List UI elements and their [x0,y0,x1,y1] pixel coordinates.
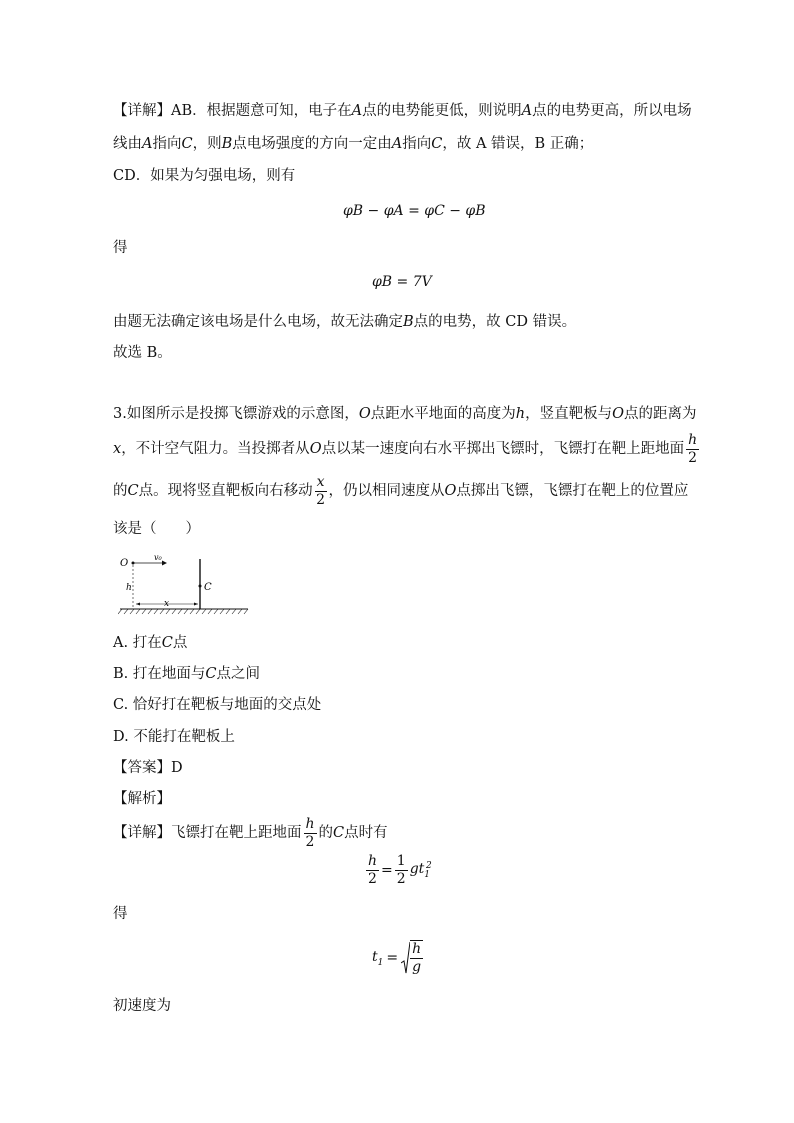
text: 点的距离为 [623,406,697,422]
para1-line2 [113,134,593,154]
text-var: C [431,136,443,152]
point-C [199,585,202,588]
de-2: 得 [113,906,128,922]
text-var: x [113,441,122,457]
text: 的 [318,825,334,841]
text: 点时有 [344,825,388,841]
frac-den: 2 [396,871,406,887]
answer [113,758,183,778]
para1-line3: CD．如果为匀强电场，则有 [113,168,296,184]
option-text: 不能打在靶板上 [133,729,235,745]
question-line2 [113,430,701,468]
text: 点掷出飞镖，飞镖打在靶上的位置应 [456,483,689,499]
frac-num: h [368,853,378,869]
frac-h-g [410,940,423,976]
option-text: 点 [172,635,188,651]
option-var: C [205,666,217,682]
text: 点。现将竖直靶板向右移动 [138,483,313,499]
text: 点电场强度的方向一定由 [232,136,392,152]
option-text: 点之间 [216,666,260,682]
t: t [372,948,378,965]
ground-hatch [118,609,248,614]
text: 由题无法确定该电场是什么电场，故无法确定 [113,314,403,330]
sqrt [401,940,425,976]
gt: gt [409,861,425,878]
option-c[interactable] [113,695,321,715]
text: 点距水平地面的高度为 [370,406,516,422]
frac-1-2 [395,853,408,888]
equation-2: φB = 7V [372,274,432,290]
text: 点的电势更高，所以电场 [532,103,692,119]
para1-line4 [113,312,576,332]
text: ，竖直靶板与 [525,406,613,422]
option-d[interactable] [113,727,235,747]
text-var: A [351,103,363,119]
option-letter: D. [113,729,129,745]
dart-diagram [118,553,250,619]
para1-line5: 故选 B。 [113,345,172,361]
text: 指向 [152,136,182,152]
text-var: A [142,136,153,152]
text: ，故 A 错误，B 正确； [442,136,594,152]
text: 点的电势能更低，则说明 [362,103,522,119]
option-a[interactable] [113,633,187,653]
sqrt-sign [401,941,410,975]
de-1: 得 [113,240,128,256]
text-var: C [127,483,139,499]
distance-arrowhead-left [136,603,140,606]
label-x: x [164,599,170,609]
text-var: A [391,136,403,152]
text-var: O [444,483,457,499]
equation-3 [364,853,432,888]
option-letter: B. [113,666,129,682]
label-C: C [204,582,212,593]
text: 飞镖打在靶上距地面 [171,825,302,841]
question-line1 [113,404,696,424]
frac-den: 2 [688,449,698,466]
answer-value: D [171,760,183,776]
equals: = [386,950,399,966]
text-var: B [221,136,233,152]
sup-2: 2 [426,860,432,871]
label-O: O [120,558,129,569]
frac-h-2 [366,853,379,888]
sub-1: 1 [424,870,431,881]
frac-den: 2 [368,871,377,887]
text-var: C [181,136,193,152]
text-var: h [515,406,526,422]
text-var: A [521,103,533,119]
option-letter: A. [113,635,129,651]
last-line: 初速度为 [113,998,171,1014]
option-letter: C. [113,697,129,713]
frac-num: x [316,473,325,490]
equation-4 [372,940,425,976]
question-line3 [113,472,688,510]
label-h: h [126,583,132,593]
text: 指向 [402,136,432,152]
option-text: 打在 [132,635,162,651]
gt-term [409,860,432,881]
option-var: C [161,635,173,651]
frac-num: 1 [396,853,406,869]
text: 点以某一速度向右水平掷出飞镖时，飞镖打在靶上距地面 [321,441,685,457]
analysis-tag: 【解析】 [113,791,171,807]
text: ，不计空气阻力。当投掷者从 [121,441,310,457]
text-var: O [358,406,371,422]
analysis-detail [113,814,388,852]
fraction-h-over-2 [304,816,317,851]
para1-line1 [113,101,692,121]
frac-den: 2 [305,833,315,850]
text: AB．根据题意可知，电子在 [171,103,352,119]
answer-tag: 【答案】 [113,760,171,776]
text: 线由 [113,136,142,152]
frac-den: 2 [316,491,326,508]
fraction-x-over-2 [315,474,327,509]
option-b[interactable] [113,664,260,684]
detail-tag: 【详解】 [113,825,171,841]
frac-num: h [305,815,315,832]
text: 点的电势，故 CD 错误。 [413,314,577,330]
frac-num: h [412,941,422,957]
text-var: O [612,406,624,422]
question-line4: 该是（ ） [113,521,200,537]
text: 3.如图所示是投掷飞镖游戏的示意图， [113,406,359,422]
text-var: C [333,825,345,841]
frac-num: h [688,431,698,448]
label-v0: v₀ [154,553,162,562]
t1 [372,948,384,968]
fraction-h-over-2 [686,432,699,467]
distance-arrowhead-right [194,603,198,606]
equation-1: φB − φA = φC − φB [343,203,486,219]
option-text: 打在地面与 [132,666,206,682]
detail-tag: 【详解】 [113,103,171,119]
frac-den: g [412,959,422,975]
text: ，则 [192,136,222,152]
velocity-arrowhead [162,561,167,566]
text-var: O [309,441,322,457]
equals: = [381,862,393,879]
text-var: B [403,314,414,330]
text: 的 [113,483,128,499]
text: ，仍以相同速度从 [328,483,445,499]
option-text: 恰好打在靶板与地面的交点处 [132,697,322,713]
sub-1: 1 [377,957,384,968]
